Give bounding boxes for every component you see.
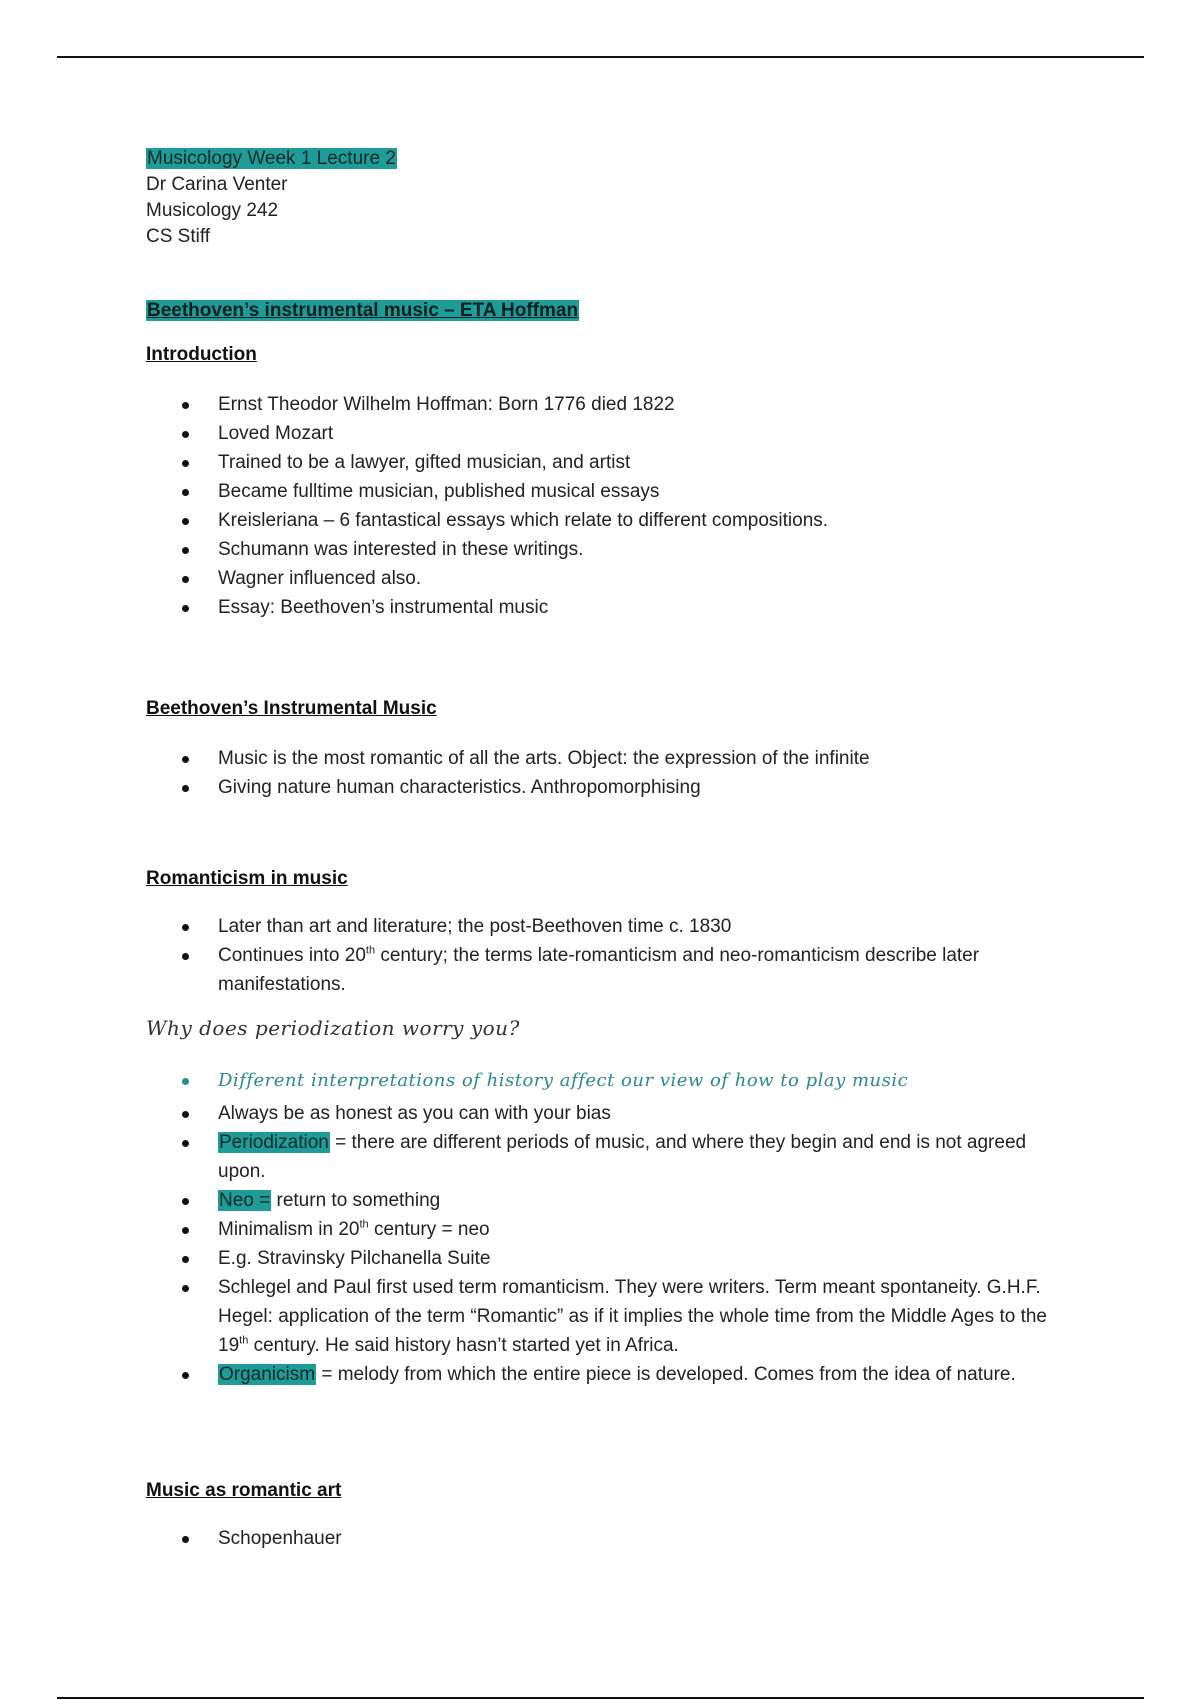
bullet-icon bbox=[182, 756, 189, 763]
list-item: Schumann was interested in these writings. bbox=[146, 535, 1076, 564]
bullet-icon bbox=[182, 576, 189, 583]
bullet-icon bbox=[182, 402, 189, 409]
handwritten-question: Why does periodization worry you? bbox=[146, 1016, 520, 1040]
list-item: Neo = return to something bbox=[146, 1186, 1076, 1215]
bullet-icon bbox=[182, 1372, 189, 1379]
list-item: Always be as honest as you can with your bias bbox=[146, 1099, 1076, 1128]
bullet-icon bbox=[182, 1078, 189, 1085]
bullet-icon bbox=[182, 1198, 189, 1205]
bottom-rule bbox=[57, 1697, 1144, 1699]
periodization-list bbox=[146, 1066, 1076, 1389]
list-item: Giving nature human characteristics. Anthropomorphising bbox=[146, 773, 1076, 802]
bullet-icon bbox=[182, 431, 189, 438]
bullet-icon bbox=[182, 489, 189, 496]
bullet-icon bbox=[182, 1227, 189, 1234]
bullet-icon bbox=[182, 1536, 189, 1543]
list-item: Kreisleriana – 6 fantastical essays which relate to different compositions. bbox=[146, 506, 1076, 535]
bullet-icon bbox=[182, 1111, 189, 1118]
list-item: Trained to be a lawyer, gifted musician, and artist bbox=[146, 448, 1076, 477]
list-item: Music is the most romantic of all the arts. Object: the expression of the infinite bbox=[146, 744, 1076, 773]
neo-term: Neo = bbox=[219, 1190, 271, 1211]
bullet-icon bbox=[182, 460, 189, 467]
lecture-title: Musicology Week 1 Lecture 2 bbox=[147, 148, 396, 169]
bullet-icon bbox=[182, 953, 189, 960]
list-item: Periodization = there are different periods of music, and where they begin and end is not agreed upon. bbox=[146, 1128, 1076, 1186]
handwritten-list-item: Different interpretations of history affect our view of how to play music bbox=[146, 1066, 1076, 1095]
instrumental-list bbox=[146, 744, 1076, 802]
bullet-icon bbox=[182, 1140, 189, 1147]
top-rule bbox=[57, 56, 1144, 58]
instrumental-heading: Beethoven’s Instrumental Music bbox=[146, 698, 437, 719]
list-item: Organicism = melody from which the entire piece is developed. Comes from the idea of nature. bbox=[146, 1360, 1076, 1389]
bullet-icon bbox=[182, 1285, 189, 1292]
intro-list bbox=[146, 390, 1076, 622]
list-item: Schlegel and Paul first used term romanticism. They were writers. Term meant spontaneity. G.H.F. Hegel: application of the term “Romantic” as if it implies the whole time from the Middle Ages to the 19th century. He said history hasn’t started yet in Africa. bbox=[146, 1273, 1076, 1360]
bullet-icon bbox=[182, 1256, 189, 1263]
bullet-icon bbox=[182, 518, 189, 525]
list-item: Continues into 20th century; the terms late-romanticism and neo-romanticism describe later manifestations. bbox=[146, 941, 1076, 999]
header-block bbox=[146, 146, 397, 250]
bullet-icon bbox=[182, 605, 189, 612]
romantic-art-list bbox=[146, 1524, 1076, 1553]
document-title: Beethoven’s instrumental music – ETA Hoffman bbox=[147, 300, 579, 321]
list-item: E.g. Stravinsky Pilchanella Suite bbox=[146, 1244, 1076, 1273]
list-item: Ernst Theodor Wilhelm Hoffman: Born 1776 died 1822 bbox=[146, 390, 1076, 419]
lecturer-name: Dr Carina Venter bbox=[146, 174, 288, 195]
list-item: Wagner influenced also. bbox=[146, 564, 1076, 593]
romanticism-list bbox=[146, 912, 1076, 999]
organicism-term: Organicism bbox=[219, 1364, 316, 1385]
list-item: Schopenhauer bbox=[146, 1524, 1076, 1553]
romantic-art-heading: Music as romantic art bbox=[146, 1480, 342, 1501]
bullet-icon bbox=[182, 785, 189, 792]
module-name: Musicology 242 bbox=[146, 200, 279, 221]
intro-heading: Introduction bbox=[146, 344, 257, 365]
periodization-term: Periodization bbox=[219, 1132, 329, 1153]
student-name: CS Stiff bbox=[146, 226, 211, 247]
list-item: Essay: Beethoven’s instrumental music bbox=[146, 593, 1076, 622]
list-item: Loved Mozart bbox=[146, 419, 1076, 448]
bullet-icon bbox=[182, 924, 189, 931]
list-item: Later than art and literature; the post-Beethoven time c. 1830 bbox=[146, 912, 1076, 941]
bullet-icon bbox=[182, 547, 189, 554]
romanticism-heading: Romanticism in music bbox=[146, 868, 348, 889]
list-item: Minimalism in 20th century = neo bbox=[146, 1215, 1076, 1244]
list-item: Became fulltime musician, published musical essays bbox=[146, 477, 1076, 506]
